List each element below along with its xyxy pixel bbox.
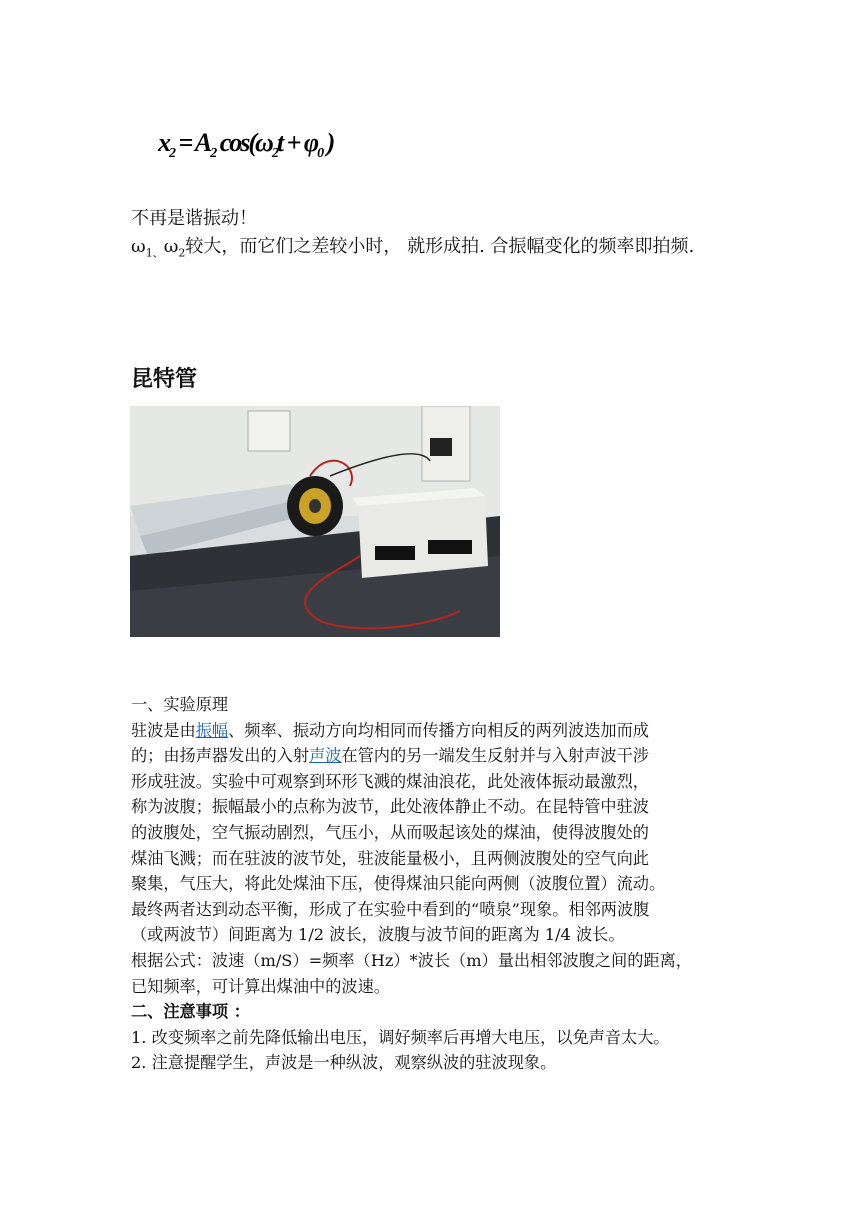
principle-text-d: 在管内的另一端发生反射并与入射声波干涉 [341,746,649,766]
link-sound-wave[interactable]: 声波 [309,746,342,766]
beat-formula [158,128,333,162]
link-amplitude[interactable]: 振幅 [195,720,229,740]
principle-line: 称为波腹；振幅最小的点称为波节，此处液体静止不动。在昆特管中驻波 [131,797,649,817]
principle-text-b: 、频率、振动方向均相同而传播方向相反的两列波迭加而成 [228,720,649,740]
omega-pair [131,236,186,260]
principle-line: 根据公式：波速（m/S）=频率（Hz）*波长（m）量出相邻波腹之间的距离， [131,950,692,970]
formula-equals: = [174,128,195,157]
principle-section [131,692,741,1076]
formula-cos: cos( [215,128,256,157]
formula-phi: φ [303,128,318,157]
principle-line: 的波腹处，空气振动剧烈，气压小，从而吸起该处的煤油，使得波腹处的 [131,822,649,842]
intro-text-2: 较大，而它们之差较小时， 就形成拍. 合振幅变化的频率即拍频. [185,236,695,257]
omega-2: ω [163,236,179,257]
principle-line: 煤油飞溅；而在驻波的波节处，驻波能量极小，且两侧波腹处的空气向此 [131,848,649,868]
intro-line-2 [131,234,741,267]
note-item: 2. 注意提醒学生，声波是一种纵波，观察纵波的驻波现象。 [131,1053,557,1073]
formula-amplitude-sub: 2 [210,146,216,161]
formula-close: ) [322,128,334,157]
formula-x: x [158,128,169,157]
section-title: 昆特管 [131,367,198,392]
omega-2-sub: 2 [178,246,186,260]
principle-line: 形成驻波。实验中可观察到环形飞溅的煤油浪花，此处液体振动最激烈， [131,771,649,791]
principle-text-a: 驻波是由 [131,720,196,740]
principle-line-1 [131,718,741,744]
notes-heading: 二、注意事项 ： [131,1002,250,1022]
formula-amplitude: A [194,128,211,157]
formula-t: t + [276,128,304,157]
omega-1-sub: 1、 [145,246,164,260]
principle-line: 聚集，气压大，将此处煤油下压，使得煤油只能向两侧（波腹位置）流动。 [131,874,666,894]
intro-text-1: 不再是谐振动！ [131,208,257,229]
formula-omega: ω [255,128,272,157]
kundt-tube-photo [130,406,500,637]
formula-x-sub: 2 [169,146,174,161]
note-item: 1. 改变频率之前先降低输出电压，调好频率后再增大电压，以免声音太大。 [131,1027,670,1047]
omega-1: ω [131,236,146,257]
principle-heading: 一、实验原理 [131,695,229,714]
formula-phi-sub: 0 [317,146,323,161]
intro-line-1 [131,206,741,232]
principle-line: 最终两者达到动态平衡，形成了在实验中看到的“喷泉”现象。相邻两波腹 [131,899,650,919]
principle-line: 已知频率，可计算出煤油中的波速。 [131,976,390,996]
formula-omega-sub: 2 [271,146,277,161]
principle-line: （或两波节）间距离为 1/2 波长，波腹与波节间的距离为 1/4 波长。 [131,925,625,945]
principle-line-2 [131,743,741,769]
principle-text-c: 的；由扬声器发出的入射 [131,746,310,766]
